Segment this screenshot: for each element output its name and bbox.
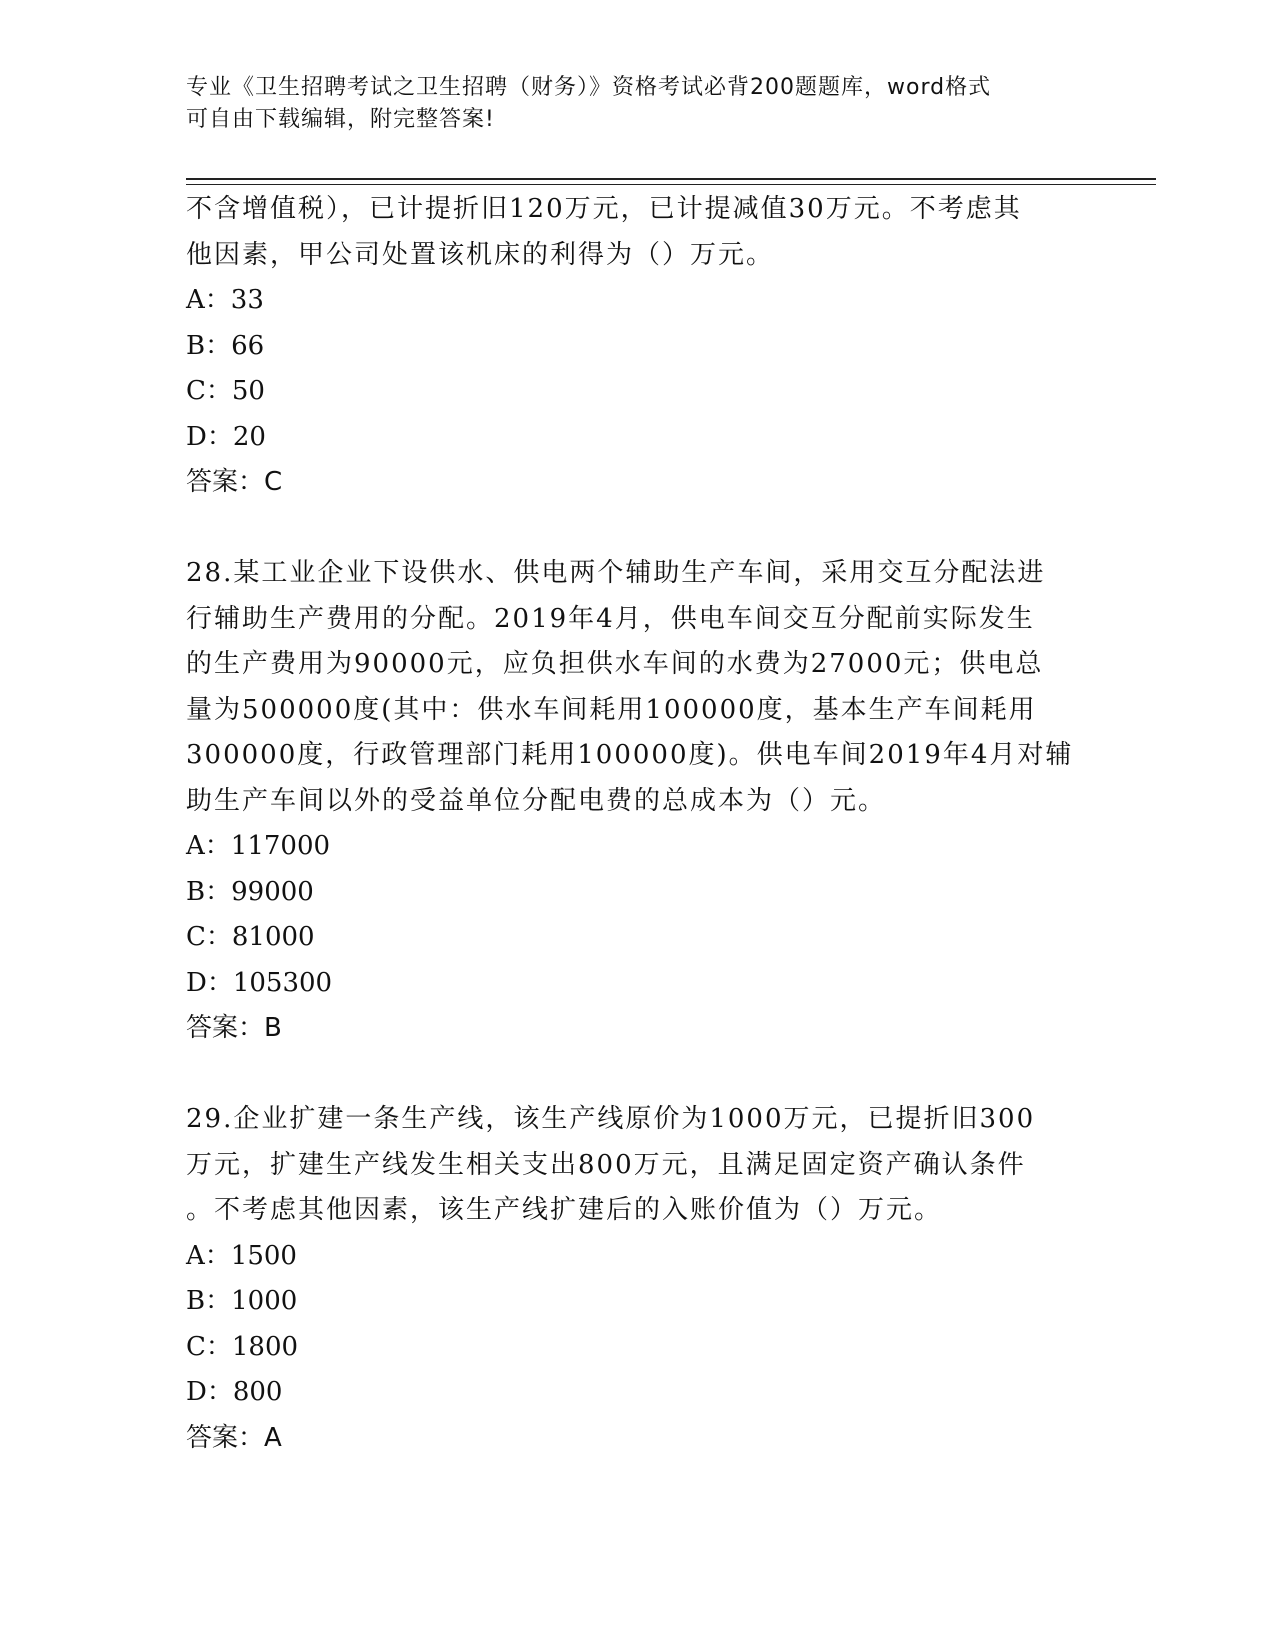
question-27-option-d: D：20 xyxy=(186,421,266,452)
question-28-answer: 答案：B xyxy=(186,1013,282,1043)
document-header xyxy=(186,72,1086,136)
header-divider-bottom xyxy=(186,184,1156,185)
question-29-text: 29.企业扩建一条生产线，该生产线原价为1000万元，已提折旧300 万元，扩建生产线发生相关支出800万元，且满足固定资产确认条件 。不考虑其他因素，该生产线扩建后的入账价值为（）万元。 xyxy=(186,1104,1036,1225)
question-29 xyxy=(186,1097,1086,1461)
header-title-line-1: 专业《卫生招聘考试之卫生招聘（财务）》资格考试必背200题题库，word格式 xyxy=(186,75,992,100)
question-27-option-c: C：50 xyxy=(186,376,265,406)
question-list xyxy=(186,187,1086,1461)
question-29-option-d: D：800 xyxy=(186,1377,283,1407)
question-28-option-b: B：99000 xyxy=(186,876,314,907)
question-27-answer: 答案：C xyxy=(186,467,283,497)
question-29-option-b: B：1000 xyxy=(186,1286,298,1316)
question-28-text: 28.某工业企业下设供水、供电两个辅助生产车间，采用交互分配法进 行辅助生产费用的分配。2019年4月，供电车间交互分配前实际发生 的生产费用为90000元，应负担供水车间的水费为27000元；供电总 量为500000度(其中：供水车间耗用100000度，基本生产车间耗用 300000度，行政管理部门耗用100000度)。供电车间2019年4月对辅 助生产车间以外的受益单位分配电费的总成本为（）元。 xyxy=(186,558,1074,816)
question-28 xyxy=(186,551,1086,1052)
question-27 xyxy=(186,187,1086,506)
question-28-option-a: A：117000 xyxy=(186,831,331,861)
question-28-option-c: C：81000 xyxy=(186,922,315,952)
question-27-text: 不含增值税），已计提折旧120万元，已计提减值30万元。不考虑其 他因素，甲公司处置该机床的利得为（）万元。 xyxy=(186,194,1022,270)
question-29-answer: 答案：A xyxy=(186,1422,282,1453)
header-title-line-2: 可自由下载编辑，附完整答案! xyxy=(186,107,495,132)
question-27-option-b: B：66 xyxy=(186,330,265,361)
question-29-option-a: A：1500 xyxy=(186,1240,297,1271)
question-27-option-a: A：33 xyxy=(186,285,264,315)
header-divider-top xyxy=(186,178,1156,180)
question-28-option-d: D：105300 xyxy=(186,967,333,998)
question-29-option-c: C：1800 xyxy=(186,1331,299,1362)
question-spacer xyxy=(186,506,1086,552)
question-spacer xyxy=(186,1052,1086,1098)
